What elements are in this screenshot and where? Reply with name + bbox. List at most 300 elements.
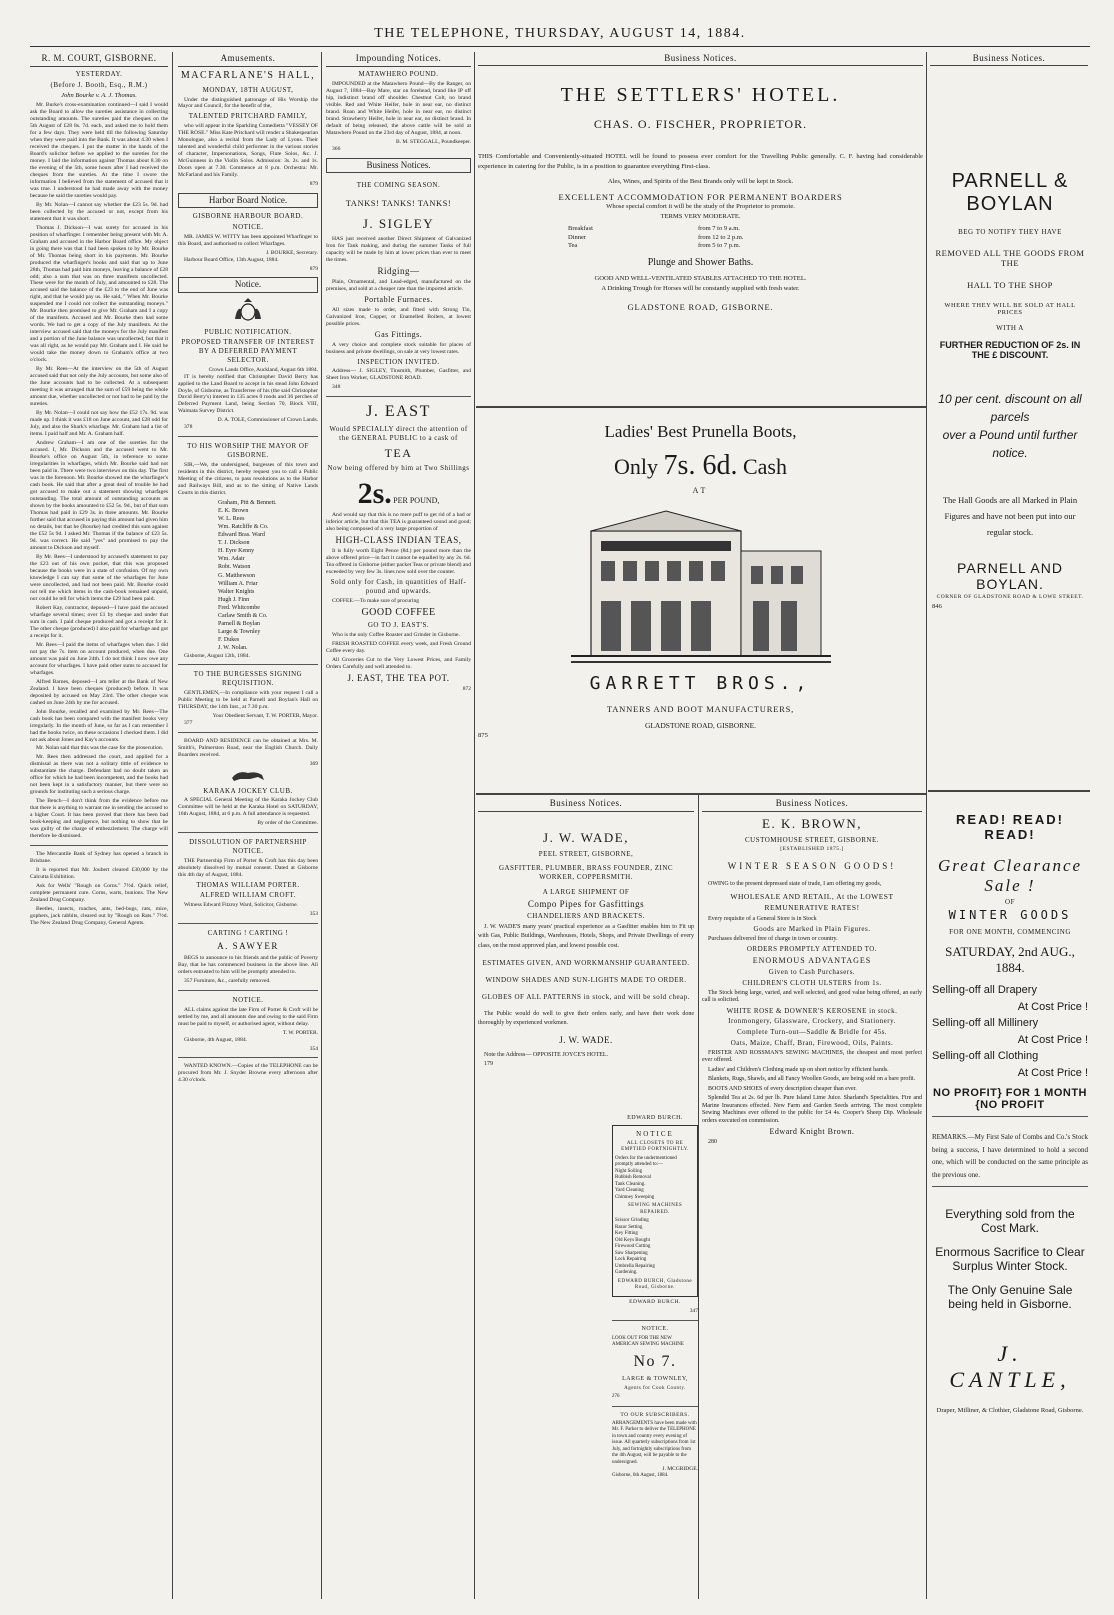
month-label: FOR ONE MONTH, COMMENCING [949,928,1071,936]
harbor-date: Harbour Board Office, 13th August, 1884. [184,256,279,263]
sigley-name: J. SIGLEY [362,216,435,232]
report-paragraph: Mr. Rees—I paid the items of wharfages when due. I did not pay the 7s. item on account produced, when due. One amount was paid on June 24th. I do not think I now owe any account for wharfages. I have paid other sums to accused for wharfages. [30,641,168,676]
burch-repair-list [615,1218,695,1251]
harbor-notice: NOTICE. [232,222,264,231]
burch-title: EDWARD BURCH. [627,1115,683,1121]
harbor-body: MR. JAMES W. WITTY has been appointed Wharfinger to this Board, and authorised to collect Wharfages. [178,233,318,247]
burch-sign: EDWARD BURCH, Gladstone Road, Gisborne. [617,1278,693,1291]
meal-row [568,225,923,233]
divider [932,1116,1088,1117]
brown-blankets: Blankets, Rugs, Shawls, and all Fancy Woollen Goods, are being sold on a bare profit. [708,1076,916,1083]
tea-offer: Now being offered by him at Two Shillings [327,463,470,472]
column-rule [698,795,699,1599]
ad-number: 846 [932,603,942,611]
signer-name: Robt. Watson [218,564,251,571]
pub-subtitle: PROPOSED TRANSFER OF INTEREST BY A DEFERRED PAYMENT SELECTOR. [181,338,315,364]
wade-name: J. W. WADE, [543,830,629,846]
at-label: AT [692,486,709,495]
brief-note: It is reported that Mr. Joubert cleared £30,000 by the Calcutta Exhibition. [30,867,168,881]
signer-name: Large & Townley [218,629,261,636]
ad-number: 347 [689,1308,698,1315]
report-paragraph: Andrew Graham—I am one of the sureties for the accused. I, Mr. Dickson and the accused went to Mr. Bourke's office on August 5th, in reference to some irregularities in wharfages, which Mr. Bourke said had not been paid in. There were two interviews on this day. The first was in the forenoon. Mr. Bourke showed me the wharfinger's cash book. He said that after a great deal of trouble he had got accused to make out a statement showing wharfages outstanding. The total amount of outstanding accounts as shown by the books amounted to £52 5s. 9d., but of that sum Thomas had paid in £29 3s. in three amounts. Mr. Bourke further said that accused in paying this amount had given him no details, but that he (Bourke) had credited this sum against the £52 5s 9d. I asked Mr. Thomas if the balance of £23 5s. 9d. was correct. He said "yes" and promised to pay the amount to Dickson and myself. [30,440,168,551]
burch-repair: Gardening. [615,1270,638,1276]
furnaces-body: All sizes made to order, and fitted with Strong Tin, Galvanized Iron, Copper, or Enamelled Boilers, at lowest possible prices. [326,306,471,327]
family-name: TALENTED PRITCHARD FAMILY, [188,112,308,121]
indian-teas: HIGH-CLASS INDIAN TEAS, [335,535,462,546]
signer-name: G. Matthewson [218,572,255,579]
cantle-trades: Draper, Milliner, & Clothier, Gladstone Road, Gisborne. [936,1407,1084,1415]
signer-name: William A. Friar [218,580,258,587]
hall-title: MACFARLANE'S HALL, [180,70,316,82]
burch-repair: Key Fitting [615,1231,638,1237]
report-paragraph: Mr. Rees then addressed the court, and applied for a dismissal as there was not a solitary tittle of evidence to substantiate the charge. Defendant had no doubt taken an office for which he had been incompetent, and the books had not been kept in a satisfactory manner, but there were no grounds for instituting such a serious charge. [30,754,168,796]
burch-repair: Old Keys Bought [615,1237,650,1243]
report-paragraph: Mr. Burke's cross-examination continued—I said I would ask the Board to allow the sureties assistance in collecting outstanding amounts. The sureties paid the cheques on the 5th August of £28 8s. 7d. each, and asked me to hold them for a few days. They were held till the following Saturday when they were paid into the Bank. It was about 4.30 when I received the cheques. I put the matter in the hands of the Board's solicitor before we applied to the sureties for the money. I laid the information against Thomas about 8.30 on the evening of the 5th, some hours after I had received the cheques from the sureties. At the time I swore the information I believed from the statement of accused that it was true. I understood he had made away with the money because he said the sureties would pay. [30,101,168,199]
ad-number: 354 [309,1045,318,1052]
tanks-title: TANKS! TANKS! TANKS! [345,197,452,208]
parnell-title: PARNELL & BOYLAN [951,170,1069,215]
wanted-notice: WANTED KNOWN.—Copies of the TELEPHONE can be procured from Mr. J. Snyder Browne every afternoon after 4.30 o'clock. [178,1063,318,1084]
meal-row [568,242,923,250]
wade-estimates: ESTIMATES GIVEN, AND WORKMANSHIP GUARANTEED. [482,959,690,968]
court-report-body [30,102,168,840]
parnell-title-2: PARNELL AND BOYLAN. [957,560,1063,593]
signer-name: E. K. Brown [218,507,249,514]
parnell-hall-goods: The Hall Goods are all Marked in Plain Figures and have not been put into our regular stock. [942,495,1078,538]
agents-name: LARGE & TOWNLEY, [622,1375,688,1382]
meal-name: Tea [568,242,578,250]
cash-label: Cash [742,454,787,479]
ad-number: 353 [309,911,318,918]
brown-orders: ORDERS PROMPTLY ATTENDED TO. [746,945,878,954]
signer-name: T. J. Dickson [218,540,250,547]
brown-advantages: ENORMOUS ADVANTAGES [752,956,872,966]
divider [178,990,318,991]
dissolution-witness: Witness Edward Fitzroy Ward, Solicitor, Gisborne. [184,902,298,909]
signer-name: Wm. Ratcliffe & Co. [218,524,269,530]
hotel-accommodation: EXCELLENT ACCOMMODATION FOR PERMANENT BOARDERS [558,191,843,202]
genuine-sale: The Only Genuine Sale being held in Gisborne. [947,1283,1073,1312]
mayor-title: TO HIS WORSHIP THE MAYOR OF GISBORNE. [187,442,309,460]
signer-name: J. W. Nolan. [218,645,248,652]
ridging-body: Plain, Ornamental, and Lead-edged, manufactured on the premises, and sold at a cheaper rate than the imported article. [326,278,471,292]
parnell-boylan-ad [932,170,1088,670]
cost-price-label: At Cost Price ! [1017,1033,1088,1046]
ad-number: 879 [309,265,318,272]
burch-orders: Orders for the undermentioned promptly attended to:— [615,1155,677,1168]
parnell-corner: CORNER OF GLADSTONE ROAD & LOWE STREET. [936,594,1084,601]
harbor-sign: J. BOURKE, Secretary. [265,249,318,256]
ad-number: 378 [184,424,193,431]
brown-purchases: Purchases delivered free of charge in town or country. [708,935,838,942]
divider [932,1186,1088,1187]
column-rule [172,52,173,1599]
burch-service: Yard Cleaning [615,1188,644,1194]
burch-footer: EDWARD BURCH. [629,1298,681,1305]
meal-name: Breakfast [568,225,593,233]
burch-service: Rubbish Removal [615,1175,651,1181]
notice-body: ALL claims against the late Firm of Porter & Croft will be settled by me, and all amounts due and owing to the said Firm must be paid to myself, or authorised agent, without delay. [178,1006,318,1027]
divider [476,793,926,795]
parnell-where: WHERE THEY WILL BE SOLD AT HALL PRICES [944,302,1076,316]
tea-title: TEA [384,445,413,460]
brown-marked: Goods are Marked in Plain Figures. [753,925,871,934]
divider [178,436,318,437]
boots-price-line [478,450,923,482]
brown-body: OWING to the present depressed state of trade, I am offering my goods, [708,880,882,887]
column-header: Business Notices. [930,52,1088,66]
machine-number: No 7. [633,1352,677,1370]
season-title: THE COMING SEASON. [356,180,441,189]
signer-name: Walter Knights [218,588,255,595]
brown-sewing: FRISTER AND ROSSMAN'S SEWING MACHINES, the cheapest and most perfect ever offered. [702,1049,922,1064]
dissolution-title: DISSOLUTION OF PARTNERSHIP NOTICE. [189,838,307,855]
divider [30,845,168,846]
impounding-column [326,52,471,1599]
wade-body: J. W. WADE'S many years' practical experience as a Gasfitter enables him to Fit up with Gas, Public Buildings, Warehouses, Hotels, Shops, and Private Dwellings of every class, on the most approved plan, and lowest possible cost. [478,923,694,949]
court-before: (Before J. Booth, Esq., R.M.) [50,81,148,89]
parnell-hall: HALL TO THE SHOP [967,280,1053,290]
ad-number: 280 [708,1139,717,1146]
amusements-column [178,52,318,1599]
brown-wholesale: WHOLESALE AND RETAIL, At the LOWEST REMUNERATIVE RATES! [730,892,894,913]
sold-note: Sold only for Cash, in quantities of Half-pound and upwards. [330,578,467,596]
mayor-body: SIR,—We, the undersigned, burgesses of this town and residents in this district, hereby request you to call a Public Meeting of the citizens, to pass resolutions as to the Harbor and Railways Bill, and as to the sitting of Native Lands Courts in this district. [178,461,318,496]
brief-notes [30,851,168,927]
read-headline: READ! READ! READ! [956,812,1064,842]
burch-service: Night Soiling [615,1168,643,1174]
jockey-body: A SPECIAL General Meeting of the Karaka Jockey Club Committee will be held at the Karaka Hotel on SATURDAY, 16th August, 1884, at 6 p.m. A full attendance is requested. [178,797,318,818]
ad-number: 348 [332,384,341,391]
signer-name: Fred. Whitcombe [218,604,260,611]
royal-arms-icon [178,297,318,326]
section-header: Harbor Board Notice. [178,193,318,208]
brief-note: Ask for Wells' "Rough on Corns." 7½d. Quick relief, complete permanent cure. Corns, warts, bunions. The New Zealand Drug Company. [30,883,168,904]
signer-name: H. Eyre Kenny [218,548,255,555]
burch-repair: Firewood Cutting [615,1244,651,1250]
burch-box [610,1113,698,1605]
pub-body: IT is hereby notified that Christopher David Berry has applied to the Land Board to accept in his stead John Edward Doyle, of Gisborne, as Transferree of his (the said Christopher David Berry's) interest in 135 acres 0 roods and 36 perches of Deferred Payment Land, being Section 70, Block VIII, Waimata Survey District. [178,373,318,415]
divider [612,1406,698,1407]
signers-list [178,499,318,653]
wade-note: Note the Address— OPPOSITE JOYCE'S HOTEL. [484,1051,609,1058]
burch-repair: Lock Repairing [615,1257,647,1263]
dissolution-signer: ALFRED WILLIAM CROFT. [200,891,296,900]
burch-notice: NOTICE [636,1129,674,1138]
divider [178,732,318,733]
divider [178,923,318,924]
wade-window: WINDOW SHADES AND SUN-LIGHTS MADE TO ORDER. [485,976,687,985]
signer-name: Carlaw Smith & Co. [218,613,268,620]
pound-body: IMPOUNDED at the Matawhero Pound—By the Ranger, on August 7, 1884—Bay Mare, star on forehead, brand like IP off hip, indistinct brand off shoulder. Chestnut Colt, no brand visible. Red and White Heifer, hole in near ear, no distinct brand. Roan and White Heifer, hole in near ear, no distinct brand. Strawberry Heifer, hole in near ear, no distinct brand. In default of being released, the above cattle will be sold at Matawhero Pound on the 23rd day of August, 1884, at noon. [326,81,471,136]
tea-price [326,475,471,513]
divider [178,1057,318,1058]
meal-time: from 5 to 7 p.m. [698,242,741,250]
brown-oats: Oats, Maize, Chaff, Bran, Firewood, Oils, Paints. [730,1038,894,1047]
burch-service-list [615,1169,695,1189]
selling-off-list [932,982,1088,1081]
wade-public: The Public would do well to give their orders early, and have their work done thoroughly by experienced workmen. [478,1010,694,1027]
jockey-title: KARAKA JOCKEY CLUB. [203,786,293,795]
burch-repair: Scissor Grinding [615,1218,649,1224]
brown-turnout: Complete Turn-out—Saddle & Bridle for 45s. [736,1028,888,1037]
column-header: Business Notices. [478,52,923,66]
brown-boots: BOOTS AND SHOES of every description cheaper than ever. [708,1085,857,1092]
sigley-address: Address— J. SIGLEY, Tinsmith, Plumber, Gasfitter, and Sheet Iron Worker, GLADSTONE ROAD. [326,368,471,382]
hotel-ales: Ales, Wines, and Spirits of the Best Brands only will be kept in Stock. [607,177,794,185]
cost-price-label: At Cost Price ! [1017,1000,1088,1013]
wade-sign: J. W. WADE. [559,1034,613,1045]
column-header: Amusements. [178,52,318,67]
pound-title: MATAWHERO POUND. [358,70,439,79]
meal-times [478,225,923,250]
harbor-title: GISBORNE HARBOUR BOARD. [192,212,304,221]
ad-number: 872 [462,686,471,693]
brown-street: CUSTOMHOUSE STREET, GISBORNE. [744,835,880,844]
report-paragraph: Robert Kay, contractor, deposed—I have paid the accused wharfage several times; over £1 by cheque and under that sum in cash. I paid cheque produced and got a receipt for it. The other cheque (produced) I also paid for wharfage and got a receipt for it. [30,604,168,639]
parnell-discount-2: over a Pound until further notice. [942,428,1078,460]
brown-children: CHILDREN'S CLOTH ULSTERS from 1s. [742,978,882,987]
wade-trades: GASFITTER, PLUMBER, BRASS FOUNDER, ZINC WORKER, COPPERSMITH. [498,864,674,881]
goto-east: GO TO J. EAST'S. [367,621,430,630]
dissolution-signer: THOMAS WILLIAM PORTER. [196,880,300,889]
prunella-boots-ad [478,410,923,790]
column-rule [926,52,927,1599]
sigley-body: HAS just received another Direct Shipment of Galvanized Iron for Tank making, and during the summer Tanks of full capacity will be made by him at lower prices than ever to meet the times. [326,235,471,263]
ad-number: 366 [332,145,341,152]
parnell-with: WITH A [996,324,1024,332]
report-paragraph: The Bench—I don't think from the evidence before me that there is anything to warrant me in sending the accused to a higher Court. It has been proved that there has been bad book-keeping and negligence, but nothing to show that he was guilty of the charge of embezzlement. The charge will therefore be dismissed. [30,798,168,840]
jockey-horse-icon [178,768,318,785]
gas-body: A very choice and complete stock suitable for places of business and private dwellings, on sale at very lowest rates. [326,341,471,355]
divider [928,790,1090,792]
ridging-title: Ridging— [377,265,420,276]
brown-stock: The Stock being large, varied, and well selected, and good value being offered, an early call is solicited. [702,989,922,1004]
pub-sign: D. A. TOLE, Commissioner of Crown Lands. [217,417,318,424]
board-body: BOARD AND RESIDENCE can be obtained at Mrs. M. Smith's, Palmerston Road, near the English Church. Daily Boarders received. [178,737,318,758]
east-name: J. EAST [366,403,431,421]
ad-number: 875 [478,732,488,740]
carting-title: CARTING ! CARTING ! [207,929,289,937]
report-paragraph: John Bourke, recalled and examined by Mr. Rees—The cash book has been compared with the manifest books very irregularly. In the month of June, so far as I can remember I had the books twice, on these occasions I checked them. I did not ask about Jones and Kay's accounts. [30,708,168,743]
signer-name: Edward Bras. Ward [218,532,265,539]
hotel-proprietor: CHAS. O. FISCHER, PROPRIETOR. [593,117,808,131]
burch-service: Chimney Sweeping [615,1194,655,1200]
signer-name: W. L. Rees [218,515,245,522]
burch-repair: Razor Setting [615,1224,643,1230]
ad-number: 879 [309,181,318,188]
ad-number: 179 [484,1061,493,1068]
sawyer-number: 357 Furniture, &c., carefully removed. [184,977,271,984]
dissolution-body: THE Partnership Firm of Porter & Croft has this day been absolutely dissolved by mutual consent. Dated at Gisborne this 4th day of August, 1884. [178,857,318,878]
brown-column [702,797,922,1599]
pub-title: PUBLIC NOTIFICATION. [204,327,292,336]
price-value: 2s. [357,476,392,510]
brown-requisite: Every requisite of a General Store is in Stock [708,915,817,922]
divider [178,832,318,833]
meal-time: from 12 to 2 p.m. [698,233,744,241]
groceries: All Groceries Cut to the Very Lowest Prices, and Family Orders Carefully and well attended to. [326,656,471,670]
garrett-address: GLADSTONE ROAD, GISBORNE. [644,721,757,730]
cantle-name: J. CANTLE, [949,1341,1071,1393]
settlers-hotel-ad [478,52,923,404]
wade-pipes: Compo Pipes for Gasfittings [527,898,645,909]
tanners-label: TANNERS AND BOOT MANUFACTURERS, [606,704,795,714]
wade-shipment: A LARGE SHIPMENT OF [542,887,630,896]
hall-date: MONDAY, 18TH AUGUST, [202,85,294,94]
brown-established: [ESTABLISHED 1875.] [780,846,844,853]
column-header: Business Notices. [478,797,694,812]
brown-winter: WINTER SEASON GOODS! [727,861,897,872]
clearance-headline: Great Clearance Sale ! [937,856,1083,895]
burch-service-list [615,1188,695,1201]
no-profit-banner: NO PROFIT} FOR 1 MONTH {NO PROFIT [933,1087,1087,1111]
section-header: Business Notices. [326,158,471,173]
kicker: YESTERDAY. [75,70,123,79]
hall-body: Under the distinguished patronage of His Worship the Mayor and Council, for the benefit of the, [178,96,318,110]
of-label: OF [1005,898,1015,906]
report-paragraph: By Mr. Nolan—I cannot say whether the £23 5s. 9d. had been collected by the accused or not, except from his statement that it was short. [30,201,168,222]
sale-date: SATURDAY, 2nd AUG., 1884. [945,944,1075,975]
wade-chandeliers: CHANDELIERS AND BRACKETS. [527,911,645,920]
signer-name: Parnell & Boylan [218,621,260,628]
winter-goods: WINTER GOODS [948,908,1072,922]
subscribers-date: Gisborne, 6th August, 1884. [612,1473,669,1479]
brief-note: Beetles, insects, roaches, ants, bed-bugs, rats, mice, gophers, jack rabbits, cleared out by "Rough on Rats." 7½d. The New Zealand Drug Company, General Agents. [30,906,168,927]
hotel-body: THIS Comfortable and Conveniently-situated HOTEL will be found to possess ever comfort for the Travelling Public generally. C. F. having had considerable experience in catering for the Public, is in a position to guarantee everything First-class. [478,153,923,170]
inspection-title: INSPECTION INVITED. [357,357,440,366]
report-paragraph: Alfred Barnes, deposed—I am teller at the Bank of New Zealand. I have been cheques (produced) before. It was deposited by accused on May 23rd. The other cheque was cashed on June 24th by me for accused. [30,678,168,706]
case-title: John Bourke v. A. J. Thomas. [61,91,137,99]
wade-street: PEEL STREET, GISBORNE, [538,849,634,858]
sawyer-body: BEGS to announce to his friends and the public of Poverty Bay, that he has commenced business in the above line. All orders entrusted to him will be promptly attended to. [178,955,318,975]
boots-headline: Ladies' Best Prunella Boots, [604,422,797,441]
burch-closets: ALL CLOSETS TO BE EMPTIED FORTNIGHTLY. [621,1140,689,1153]
garrett-bros: GARRETT BROS., [589,673,812,694]
sewing-notice: NOTICE. [641,1326,669,1333]
hotel-trough: A Drinking Trough for Horses will be constantly supplied with fresh water. [601,284,800,292]
column-header: R. M. COURT, GISBORNE. [30,52,168,67]
price-unit: PER POUND, [393,495,440,505]
cost-price-label: At Cost Price ! [1017,1066,1088,1079]
meal-time: from 7 to 9 a.m. [698,225,740,233]
notice-title: NOTICE. [232,995,264,1004]
sawyer-name: A. SAWYER [217,940,279,951]
meal-name: Dinner [568,233,587,241]
hotel-stables: GOOD AND WELL-VENTILATED STABLES ATTACHED TO THE HOTEL. [594,274,807,282]
divider [178,664,318,665]
brown-ironmongery: Ironmongery, Glassware, Crockery, and Stationery. [728,1017,896,1026]
brief-note: The Mercantile Bank of Sydney has opened a branch in Brisbane. [30,851,168,865]
report-paragraph: Thomas J. Dickson—I was surety for accused in his position of wharfinger. I remember being present with Mr. A. Graham and accused in the Harbor Board office. My object in going there was that I had been spoken to by Mr. Bourke of Mr. Thomas being short in his payments. Mr. Bourke produced the wharfinger's books and said that up to June 28th, Thomas had paid him moneys, leaving a balance of £28 odd; also a sum that was on three manifests uncollected. These were for the month of July, and amounted to £28. The accused said the balance of the £23 to the end of June was right, and that he would pay us. He said, " When Mr. Bourke suspended me I could not collect the outstanding moneys." Mr. Bourke then promised to give Mr. Graham and I a copy of the manifests. Accused and Mr. Bourke then had some words. We had to get a copy of the July manifests. At the interview accused said that the moneys for the July manifest and a portion of the June balance was uncollected, but that it was all right, as he would pay Mr. Graham and I. He said he would take the money down to Graham's office at two o'clock. [30,224,168,364]
column-header: Business Notices. [702,797,922,812]
enormous-sacrifice: Enormous Sacrifice to Clear Surplus Winter Stock. [935,1245,1085,1274]
burgesses-body: GENTLEMEN,—In compliance with your request I call a Public Meeting to be held at Parnell and Boylan's Hall on THURSDAY, the 14th Inst., at 7.30 p.m. [178,689,318,710]
notice-date: Gisborne, 4th August, 1884. [184,1036,248,1043]
signer-name: Wm. Adair [218,556,245,563]
brown-kerosene: WHITE ROSE & DOWNER'S KEROSENE in stock. [726,1006,898,1015]
hotel-address: GLADSTONE ROAD, GISBORNE. [627,301,774,312]
pub-office: Crown Lands Office, Auckland, August 6th 1884. [208,366,318,373]
column-header: Impounding Notices. [326,52,471,67]
column-rule [321,52,322,1599]
subscribers-body: ARRANGEMENTS have been made with Mr. F. Parker to deliver the TELEPHONE in town and country every evening of issue. All quarterly subscriptions from 1st July, and fortnightly subscriptions from the 4th August, will be payable to the undersigned. [612,1420,697,1465]
coffee-title: GOOD COFFEE [361,606,436,618]
parnell-beg: BEG TO NOTIFY THEY HAVE [958,228,1062,236]
furnaces-title: Portable Furnaces. [364,294,433,304]
store-building-illustration [571,501,831,663]
ad-number: 369 [309,760,318,767]
brown-name: E. K. BROWN, [762,816,862,832]
burch-service: Tank Cleaning. [615,1181,646,1187]
hotel-title: THE SETTLERS' HOTEL. [560,84,841,106]
brown-ladies: Ladies' and Children's Clothing made up on short notice by efficient hands. [708,1066,889,1073]
burgesses-sign: Your Obedient Servant, T. W. PORTER, Mayor. [212,712,318,719]
subscribers-sign: J. MCGRIDGE. [662,1466,698,1473]
east-body2: And would say that this is no mere puff to get rid of a bad or inferior article, but that this TEA is guaranteed sound and good; also being composed of a very large proportion of [326,512,471,533]
mayor-date: Gisborne, August 12th, 1884. [184,652,250,659]
masthead: THE TELEPHONE, THURSDAY, AUGUST 14, 1884. [30,26,1090,47]
wade-globes: GLOBES OF ALL PATTERNS in stock, and will be sold cheap. [482,992,690,1001]
everything-sold: Everything sold from the Cost Mark. [945,1207,1075,1236]
coffee-body: Who is the only Coffee Roaster and Grinder in Gisborne. [332,632,460,639]
column-rule [474,52,475,1599]
burch-repair-list [615,1251,695,1277]
signer-name: Graham, Pitt & Bennett. [218,499,277,506]
report-paragraph: By Mr. Nolan—I could not say how the £52 17s. 9d. was made up. I think it was £18 on June account, and £28 odd for July, and also the Shark's wharfage. Mr. Graham had a list of items. I paid half and Mr. A. Graham half. [30,410,168,438]
hotel-accommodation-sub: Whose special comfort it will be the study of the Proprietor to promote. [606,202,795,210]
subscribers-title: TO OUR SUBSCRIBERS. [620,1411,690,1418]
hall-body2: who will appear in the Sparkling Comedietta "VESSEY OF THE ROSE." Miss Kate Pritchard will render a Shakespearian Monologue, also a recital from the Lady of Lyons. Their talented and wonderful child performer in the various stories of character, Impersonations, Songs, Flute Solos, &c. J. McGuinness in the Violin Solos. Admission: 3s. 2s. and 1s. Doors open at 7.30. Commence at 8 p.m. Orchestra: Mr. McFarland and his Family. [178,123,318,179]
section-header: Notice. [178,277,318,292]
hotel-terms: TERMS VERY MODERATE. [660,212,741,220]
fresh-coffee: FRESH ROASTED COFFEE every week, and Fresh Ground Coffee every day. [326,641,471,654]
divider [326,396,471,397]
signer-name: Hugh J. Finn [218,596,250,603]
brown-cash: Given to Cash Purchasers. [768,968,856,977]
east-body: Would SPECIALLY direct the attention of the GENERAL PUBLIC to a cask of [329,425,468,443]
brown-tea: Splendid Tea at 2s. 6d per lb. Pure Island Lime Juice. Sharland's Specialities. Fire and Marine Insurances effected. New Farm and Garden Seeds arriving. The most complete Sewing Machines ever offered to the public for £4 4s. Cooper's Sheep Dip. Wholesale orders executed on commission. [702,1095,922,1124]
burch-repair: Umbrella Repairing [615,1263,655,1269]
divider [612,1320,698,1321]
pound-sign: B. M. STEGGALL, Poundkeeper. [395,138,471,145]
selling-off-item: Selling-off all Clothing [932,1050,1039,1062]
parnell-discount-1: 10 per cent. discount on all parcels [938,392,1082,424]
teapot-sign: J. EAST, THE TEA POT. [347,672,450,683]
signer-name: F. Dukes [218,637,240,644]
agents-area: Agents for Cook County. [624,1385,686,1391]
selling-off-item: Selling-off all Drapery [932,984,1037,996]
lookout-text: LOOK OUT FOR THE NEW AMERICAN SEWING MACHINE [612,1335,684,1348]
notice-sign: T. W. PORTER. [282,1029,318,1036]
divider [476,406,926,408]
report-paragraph: Mr. Nolan said that this was the case for the prosecution. [36,745,164,752]
selling-off-item: Selling-off all Millinery [932,1017,1039,1029]
coffee-label: COFFEE.—To make sure of procuring [332,597,420,604]
meal-row [568,234,923,242]
cantle-sale-ad [932,812,1088,1602]
brown-sign: Edward Knight Brown. [769,1127,855,1137]
burch-notice-box [612,1125,698,1297]
burch-sewing: SEWING MACHINES REPAIRED. [627,1203,683,1215]
report-paragraph: By Mr. Rees—At the interview on the 5th of August accused said that not only the July accounts, but some also of the June accounts had to be collected. At a subsequent meeting it was arranged that the sum of £59 being the whole amount due, whether uncollected or not had to be paid by the sureties. [30,366,168,408]
ad-number: 377 [184,719,193,726]
parnell-removed: REMOVED ALL THE GOODS FROM THE [935,248,1085,268]
only-label: Only [614,454,659,479]
gas-title: Gas Fittings. [374,329,423,339]
court-report-column [30,52,168,1599]
boots-price: 7s. 6d. [663,450,738,481]
